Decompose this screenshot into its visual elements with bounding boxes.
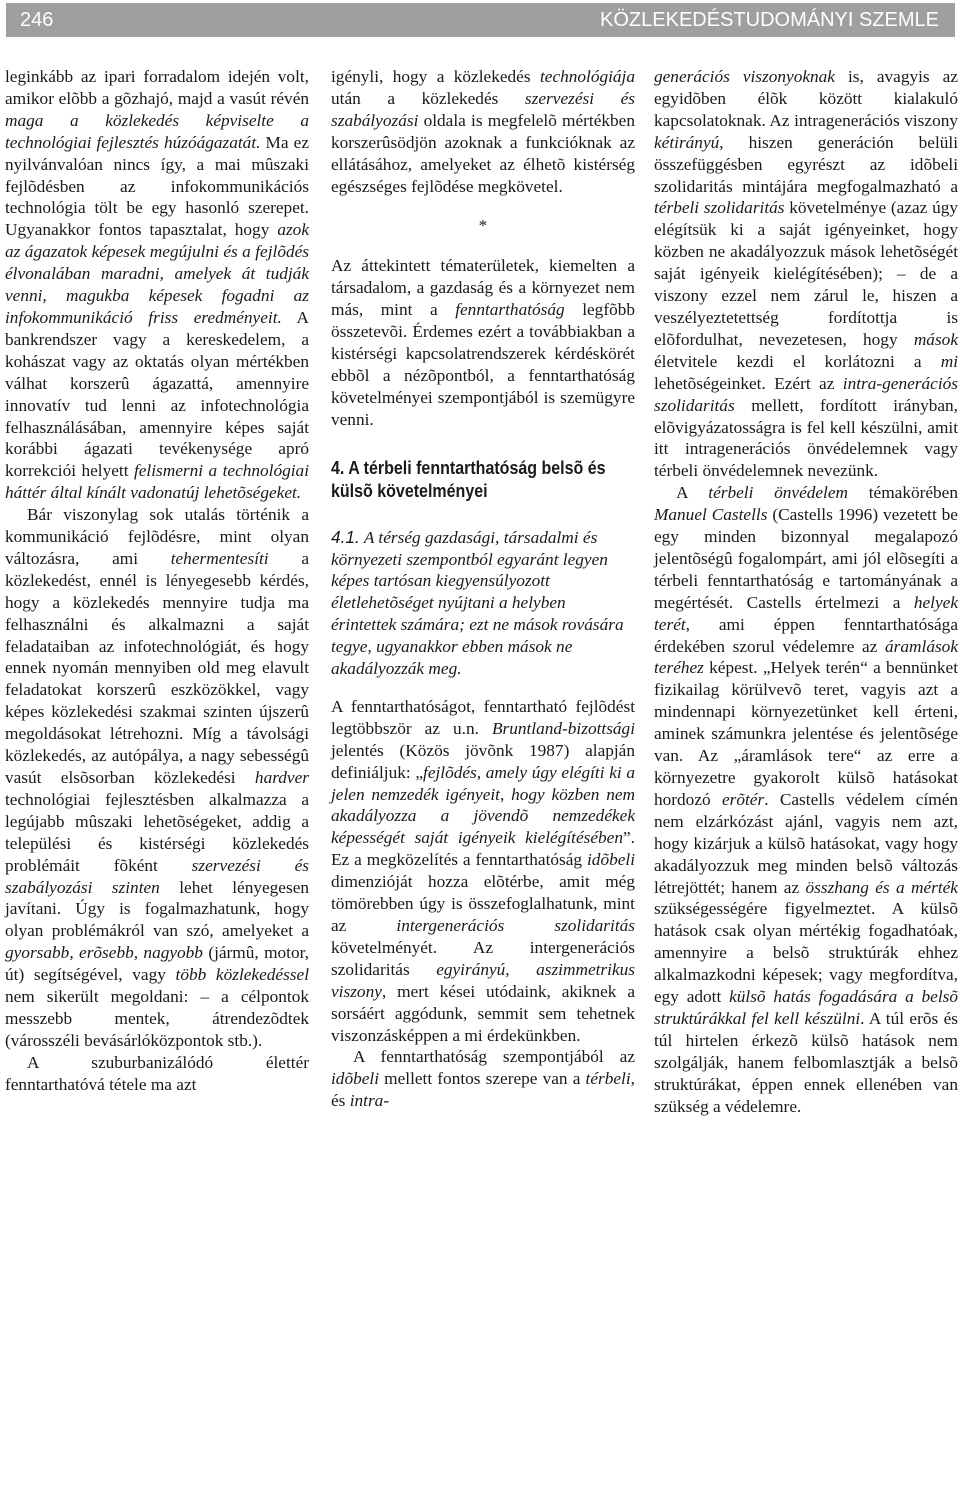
italic-emphasis: áramlások teréhez bbox=[654, 636, 958, 678]
italic-emphasis: maga a közlekedés képviselte a technológiai fejlesztés húzóágazatát. bbox=[5, 110, 309, 152]
italic-emphasis: Manuel Castells bbox=[654, 505, 768, 525]
text-run: leginkább az ipari forradalom idején volt, amikor elõbb a gõzhajó, majd a vasút révén bbox=[5, 67, 309, 108]
text-run: A szuburbanizálódó élettér fenntarthatóvá tétele ma azt bbox=[5, 1052, 309, 1094]
italic-emphasis: tehermentesíti bbox=[170, 548, 269, 568]
text-run: szükségességére figyelmeztet. A külsõ hatások csak olyan mértékig fogadhatóak, amennyire a belsõ struktúrák ehhez alkalmazkodni képesek; vagy megfordítva, egy adott bbox=[654, 899, 958, 1007]
text-run: , hiszen generáción belüli összefüggésben egyrészt az idõbeli szolidaritás mintájára megfogalmazható a bbox=[654, 132, 958, 196]
page-header-bar bbox=[6, 3, 955, 37]
subsection-text: A térség gazdasági, társadalmi és környezeti szempontból egyaránt legyen képes tartósan kiegyensúlyozott életlehetõséget nyújtani a helyben érintettek számára; ezt ne mások rovására tegye, ugyanakkor ebben mások ne akadályozzák meg. bbox=[331, 527, 624, 679]
text-run: követelményét. Az intergenerációs szolidaritás bbox=[331, 937, 635, 979]
text-run: (Castells 1996) vezetett be egy minden bizonnyal megalapozó jelentõségû fogalompárt, ami jól elõsegíti a térbeli fenntarthatóság e tartományának a megértését. Castells értelmezi a bbox=[654, 505, 958, 612]
text-run: ”. Ez a megközelítés a fenntarthatóság bbox=[331, 828, 635, 870]
italic-emphasis: mi bbox=[940, 351, 958, 371]
text-run: legfõbb összetevõi. Érdemes ezért a továbbiakban a kistérségi kapcsolatrendszerek kérdéskörét ebbõl a nézõpontból, a fenntarthatóság követelményei szempontjából is szemügyre venni. bbox=[331, 300, 636, 429]
paragraph bbox=[331, 696, 635, 1047]
text-run: lehet lényegesen javítani. Úgy is fogalmazhatunk, hogy olyan problémákról van szó, amelyeket a bbox=[5, 877, 310, 941]
text-run: életvitele kezdi el korlátozni a bbox=[654, 351, 941, 371]
text-run: igényli, hogy a közlekedés bbox=[331, 67, 540, 86]
italic-emphasis: külsõ hatás fogadására a belsõ struktúrákkal fel kell készülni bbox=[654, 987, 958, 1028]
text-run: Ma ez nyilvánvalóan nincs így, a mai mûszaki fejlõdésben az infokommunikációs technológia tölt be egy hasonló szerepet. Ugyanakkor fontos tapasztalat, hogy bbox=[5, 132, 309, 240]
text-run: Az áttekintett tématerületek, kiemelten a társadalom, a gazdaság és a környezet nem más, mint a bbox=[331, 256, 635, 320]
paragraph bbox=[331, 66, 635, 197]
italic-emphasis: gyorsabb, erõsebb, nagyobb bbox=[5, 943, 203, 963]
text-run: . Castells védelem címén nem elzárkózást ajánl, vagyis nem azt, hogy kizárjuk a külsõ hatásokat, vagy hogy akadályozzuk meg minden belsõ változás létrejöttét; hanem az bbox=[654, 789, 959, 897]
text-run: technológiai fejlesztésben alkalmazza a legújabb mûszaki lehetõségeket, addig a települési és kistérségi közlekedés problémáit fõként bbox=[5, 789, 309, 875]
paragraph bbox=[5, 1052, 309, 1096]
paragraph bbox=[331, 255, 635, 430]
text-run: képest. „Helyek terén“ a bennünket fizikailag körülvevõ teret, vagyis azt a mindennapi környezetünket kell érteni, aminek számunkra jelentése és jelentõsége van. Az „áramlások tere“ az erre a környezetre gyakorolt külsõ hatásokat hordozó bbox=[654, 658, 958, 809]
text-column-2 bbox=[331, 66, 635, 1112]
italic-emphasis: azok az ágazatok képesek megújulni és a fejlõdés élvonalában maradni, amelyek át tudják venni, magukba képesek fogadni az infokommunikáció friss eredményeit. bbox=[5, 220, 309, 327]
text-run: , ami éppen fenntarthatósága érdekében szorul védelemre az bbox=[654, 614, 958, 656]
paragraph bbox=[5, 504, 309, 1052]
section-separator-asterisk: * bbox=[478, 216, 488, 236]
text-run: nem sikerült megoldani: – a célpontok messzebb mentek, átrendezõdtek (városszéli bevásárlóközpontok stb.). bbox=[5, 987, 309, 1050]
italic-emphasis: intra- bbox=[349, 1091, 390, 1111]
italic-emphasis: erõtér bbox=[721, 789, 765, 809]
paragraph bbox=[331, 1046, 635, 1112]
italic-emphasis: intra-generációs szolidaritás bbox=[654, 373, 958, 415]
text-run: . A túl erõs és túl hirtelen érkezõ külsõ hatások nem szolgálják, hanem felbomlasztják a belsõ struktúrákat, éppen ennek ellenében van szükség a védelemre. bbox=[654, 1008, 958, 1116]
text-run: (jármû, motor, út) segítségével, vagy bbox=[5, 943, 309, 985]
text-run: után a közlekedés bbox=[331, 88, 525, 108]
paragraph bbox=[654, 482, 958, 1117]
text-run: Bár viszonylag sok utalás történik a kommunikáció fejlõdésre, mint olyan változásra, ami bbox=[5, 505, 309, 568]
italic-emphasis: szervezési és szabályozási szinten bbox=[5, 855, 310, 897]
text-run: követelménye (azaz úgy elégítsük ki a saját igényeinket, hogy közben ne akadályozzuk mások lehetõségét saját igényeik kielégítésében); – de a viszony ezzel nem zárul le, hiszen a veszélyeztetettség fordítottja is elõfordulhat, nevezetesen, hogy bbox=[654, 198, 958, 349]
text-run: A bbox=[676, 483, 709, 503]
subsection-heading bbox=[331, 527, 635, 680]
text-run: , és bbox=[331, 1069, 635, 1111]
paragraph bbox=[5, 66, 309, 504]
italic-emphasis: idõbeli bbox=[587, 850, 635, 870]
text-column-3 bbox=[654, 66, 958, 1118]
text-run: témakörében bbox=[848, 483, 958, 503]
italic-emphasis: térbeli bbox=[585, 1069, 631, 1089]
italic-emphasis: Bruntland-bizottsági bbox=[491, 718, 635, 738]
italic-emphasis: intergenerációs szolidaritás bbox=[396, 916, 635, 935]
italic-emphasis: több közlekedéssel bbox=[175, 965, 310, 985]
text-run: A fenntarthatóságot, fenntartható fejlõdést legtöbbször az u.n. bbox=[331, 696, 635, 738]
italic-emphasis: hardver bbox=[254, 768, 309, 787]
italic-emphasis: térbeli önvédelem bbox=[708, 483, 848, 503]
italic-emphasis: fejlõdés, amely úgy elégíti ki a jelen nemzedék igényeit, hogy közben nem akadályozza a jövendõ nemzedékek képességét saját igényeik kielégítésében bbox=[331, 762, 635, 848]
paragraph bbox=[654, 66, 958, 482]
text-run: lehetõségeinket. Ezért az bbox=[654, 373, 843, 393]
section-heading: 4. A térbeli fenntarthatóság belsõ és külsõ követelményei bbox=[331, 457, 606, 501]
italic-emphasis: egyirányú, aszimmetrikus viszony bbox=[331, 959, 635, 1001]
text-run: dimenzióját hozza elõtérbe, amit még tömörebben úgy is összefoglalhatunk, mint az bbox=[331, 872, 635, 935]
text-run: is, avagyis az egyidõben élõk között kialakuló kapcsolatoknak. Az intragenerációs viszony bbox=[654, 67, 959, 130]
italic-emphasis: mások bbox=[913, 329, 958, 349]
text-run: mellett fontos szerepe van a bbox=[379, 1069, 586, 1089]
text-run: jelentés (Közös jövõnk 1987) alapján definiáljuk: „ bbox=[331, 740, 635, 782]
page-number: 246 bbox=[20, 8, 54, 31]
text-run: A fenntarthatóság szempontjából az bbox=[353, 1047, 635, 1067]
text-column-1 bbox=[5, 66, 309, 1096]
italic-emphasis: szervezési és szabályozási bbox=[331, 88, 635, 130]
journal-title: KÖZLEKEDÉSTUDOMÁNYI SZEMLE bbox=[600, 8, 939, 31]
text-run: mellett, fordított irányban, elõvigyázatosságra is fel kell készülni, amit itt intragenerációs önvédelemnek vagy térbeli önvédelemnek nevezünk. bbox=[654, 395, 958, 481]
subsection-number: 4.1. bbox=[331, 526, 360, 547]
text-run: , mert kései utódaink, akiknek a sorsáért aggódunk, semmit sem tehetnek viszonzásképpen a mi érdekünkben. bbox=[331, 981, 635, 1045]
text-run: a közlekedést, ennél is lényegesebb kérdés, hogy a közlekedés mennyire tudja ma felhasználni és alkalmazni a saját feladataiban az infotechnológiát, és hogy ennek nyomán mennyiben old meg elavult feladatokat korszerû eszközökkel, vagy képes közlekedési szakmai szinten újszerû megoldásokat létrehozni. Míg a távolsági közlekedés, az autópálya, a nagy sebességû vasút elsõsorban közlekedési bbox=[5, 548, 309, 787]
italic-emphasis: fenntarthatóság bbox=[455, 300, 565, 320]
text-run: A bankrendszer vagy a kereskedelem, a kohászat vagy az oktatás olyan mértékben válhat korszerû ágazattá, amennyire innovatív tud lenni az infotechnológia felhasználásában, amennyire képes saját korábbi ágazati tevékenysége apró korrekciói helyett bbox=[5, 307, 309, 481]
italic-emphasis: kétirányú bbox=[654, 132, 720, 152]
italic-emphasis: technológiája bbox=[539, 67, 635, 86]
italic-emphasis: felismerni a technológiai háttér által kínált vadonatúj lehetõségeket. bbox=[5, 461, 309, 503]
italic-emphasis: összhang és a mérték bbox=[805, 877, 958, 897]
italic-emphasis: idõbeli bbox=[331, 1069, 379, 1089]
text-run: oldala is megfelelõ mértékben korszerûsödjön azoknak a funkcióknak az ellátásához, amelyeket az élhetõ kistérség egészséges fejlõdése megkövetel. bbox=[331, 110, 635, 196]
italic-emphasis: helyek terét bbox=[654, 592, 958, 634]
italic-emphasis: térbeli szolidaritás bbox=[654, 198, 785, 218]
italic-emphasis: generációs viszonyoknak bbox=[654, 67, 835, 86]
